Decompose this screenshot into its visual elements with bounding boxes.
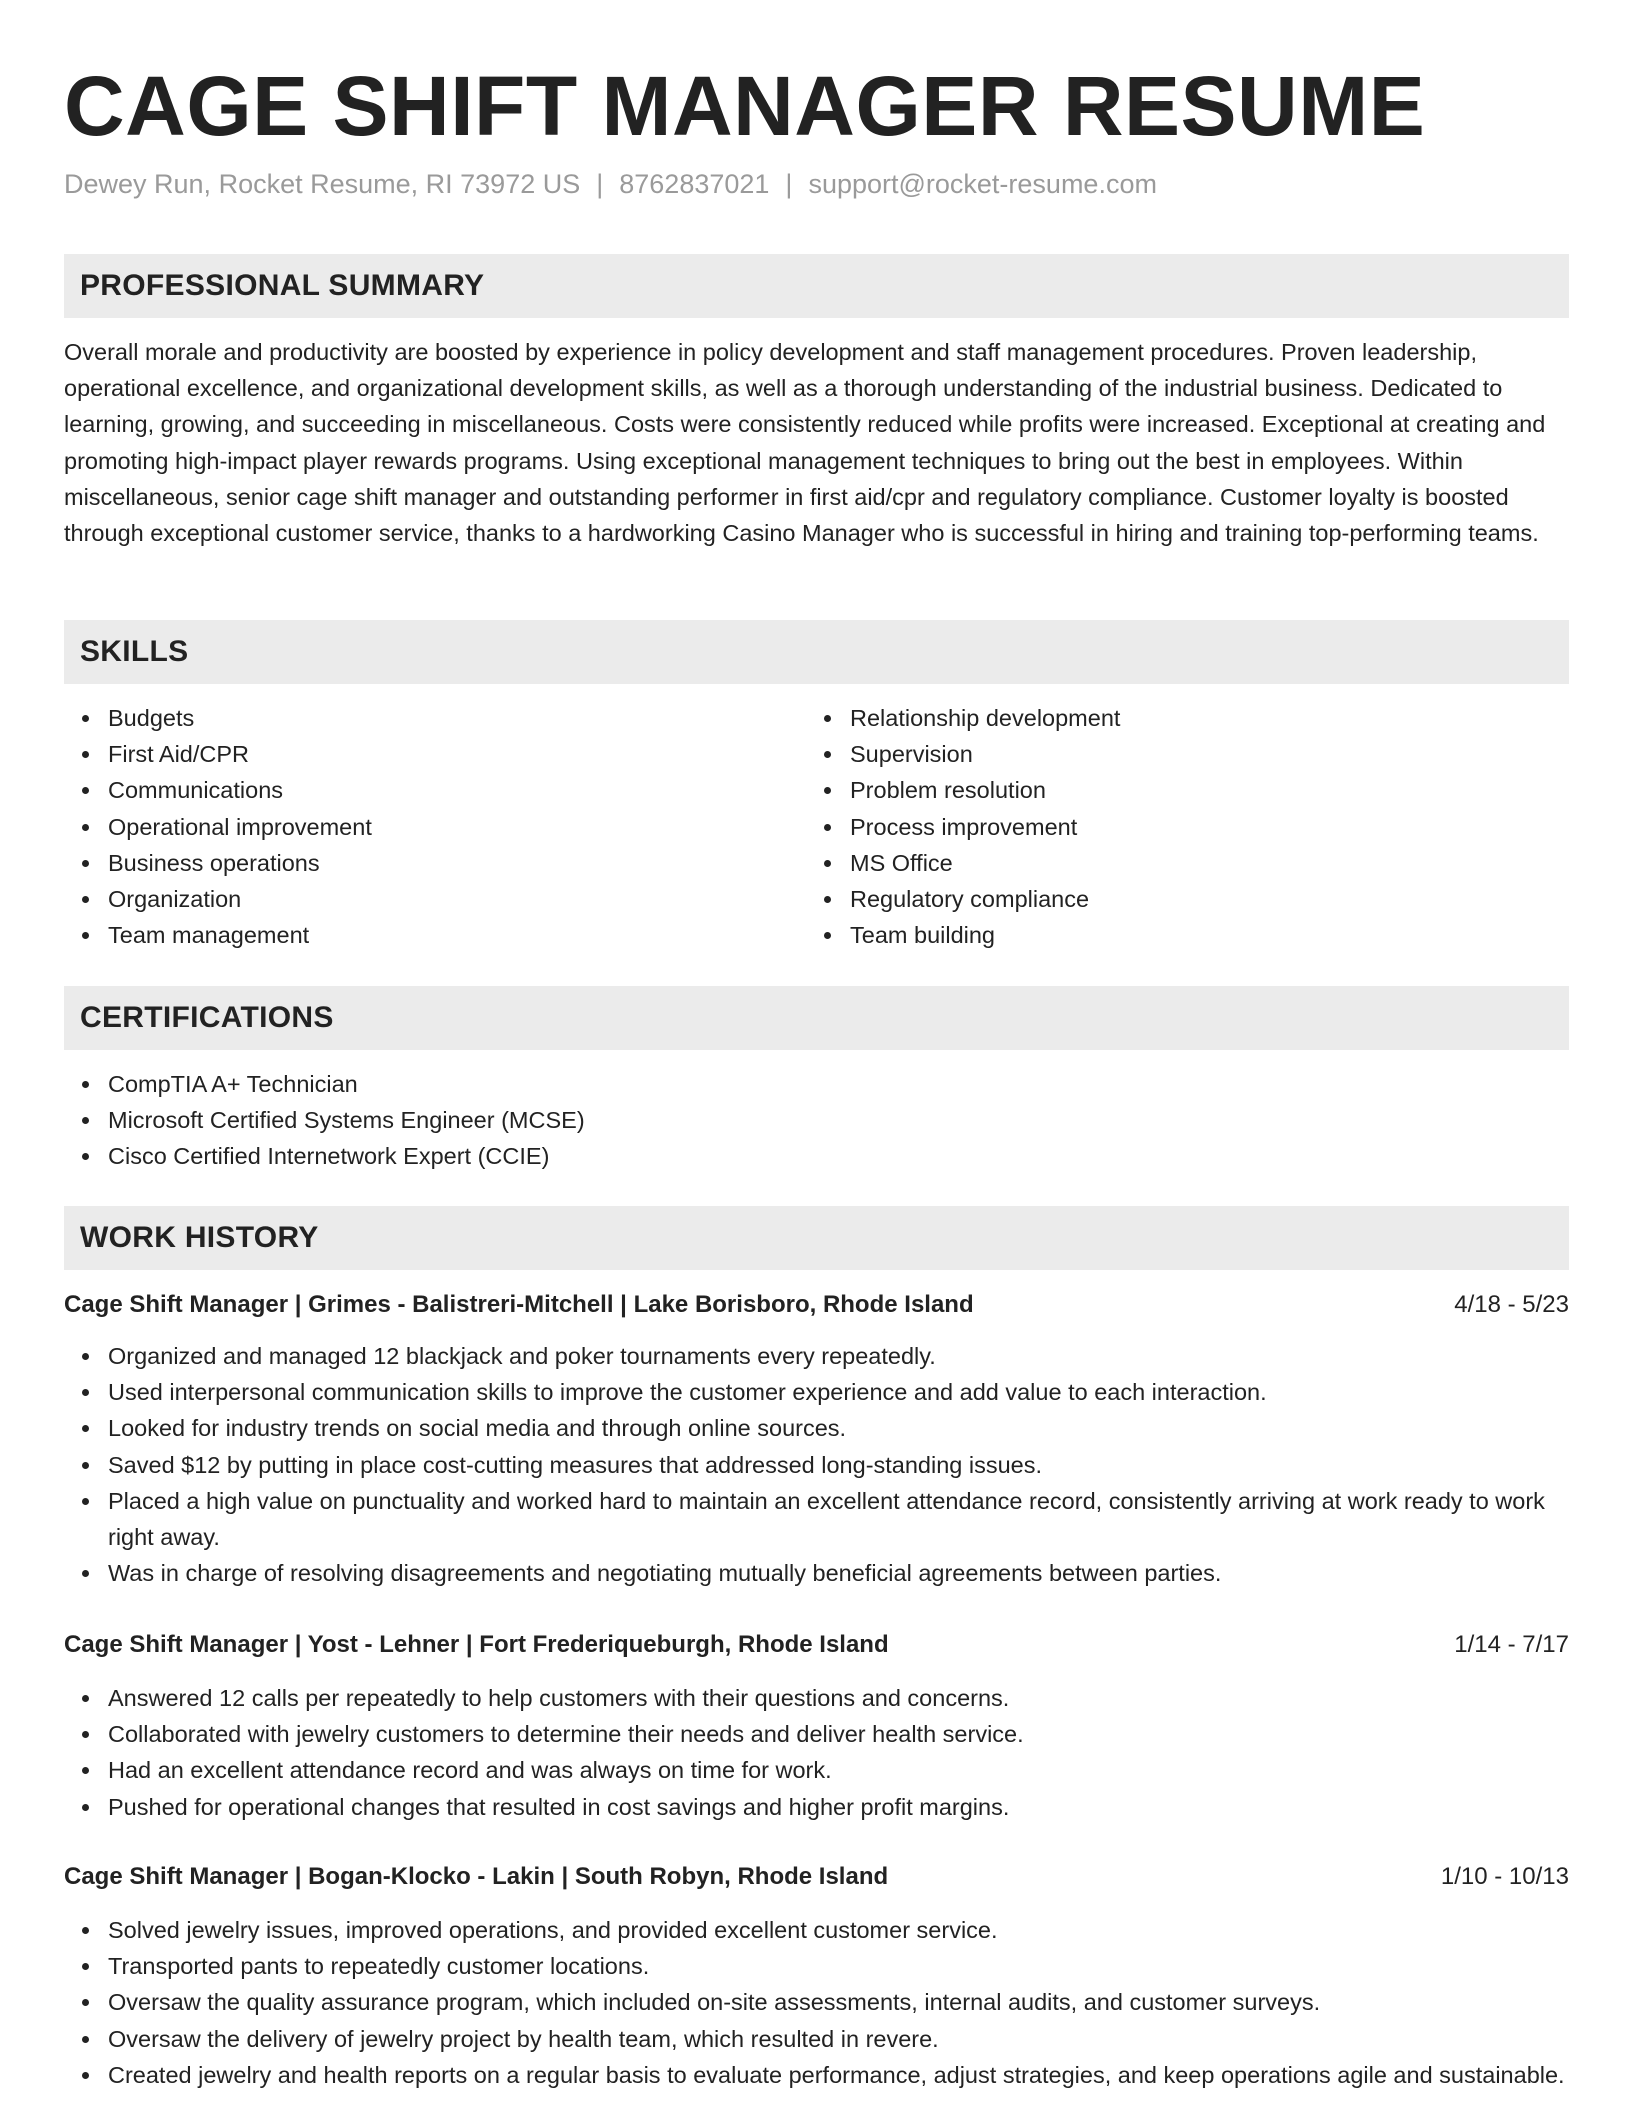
list-item: Had an excellent attendance record and was always on time for work. <box>108 1752 1569 1788</box>
job-header <box>64 1287 1569 1323</box>
job-title: Cage Shift Manager | Yost - Lehner | Fort Frederiqueburgh, Rhode Island <box>64 1631 889 1658</box>
work-history-heading: WORK HISTORY <box>64 1206 1569 1270</box>
list-item: Oversaw the delivery of jewelry project by health team, which resulted in revere. <box>108 2021 1569 2057</box>
list-item: Communications <box>108 772 804 808</box>
list-item: Business operations <box>108 845 804 881</box>
list-item: First Aid/CPR <box>108 736 804 772</box>
job-dates: 1/10 - 10/13 <box>1440 1863 1569 1890</box>
contact-line <box>64 166 1157 202</box>
job-duties <box>64 1912 1569 2093</box>
job-dates: 4/18 - 5/23 <box>1454 1291 1569 1318</box>
job-duties <box>64 1680 1569 1825</box>
list-item: Team building <box>850 917 1546 953</box>
list-item: Microsoft Certified Systems Engineer (MCSE) <box>108 1102 1569 1138</box>
list-item: Team management <box>108 917 804 953</box>
contact-email: support@rocket-resume.com <box>808 169 1157 199</box>
job-duties-list <box>64 1912 1569 2093</box>
list-item: Oversaw the quality assurance program, which included on-site assessments, internal audits, and customer surveys. <box>108 1984 1569 2020</box>
list-item: Pushed for operational changes that resulted in cost savings and higher profit margins. <box>108 1789 1569 1825</box>
certifications-heading: CERTIFICATIONS <box>64 986 1569 1050</box>
skills-left-list <box>64 700 804 953</box>
list-item: Process improvement <box>850 809 1546 845</box>
list-item: Problem resolution <box>850 772 1546 808</box>
list-item: Looked for industry trends on social media and through online sources. <box>108 1410 1569 1446</box>
certifications-list <box>64 1066 1569 1175</box>
list-item: Relationship development <box>850 700 1546 736</box>
contact-separator: | <box>596 169 604 199</box>
list-item: MS Office <box>850 845 1546 881</box>
list-item: Organization <box>108 881 804 917</box>
list-item: Answered 12 calls per repeatedly to help customers with their questions and concerns. <box>108 1680 1569 1716</box>
list-item: Budgets <box>108 700 804 736</box>
list-item: Was in charge of resolving disagreements and negotiating mutually beneficial agreements between parties. <box>108 1555 1569 1591</box>
list-item: Used interpersonal communication skills to improve the customer experience and add value to each interaction. <box>108 1374 1569 1410</box>
list-item: Created jewelry and health reports on a regular basis to evaluate performance, adjust strategies, and keep operations agile and sustainable. <box>108 2057 1569 2093</box>
resume-title: CAGE SHIFT MANAGER RESUME <box>64 59 1426 153</box>
job-title: Cage Shift Manager | Grimes - Balistreri-Mitchell | Lake Borisboro, Rhode Island <box>64 1291 974 1318</box>
skills-right-list <box>806 700 1546 953</box>
list-item: Saved $12 by putting in place cost-cutting measures that addressed long-standing issues. <box>108 1447 1569 1483</box>
contact-phone: 8762837021 <box>619 169 770 199</box>
list-item: CompTIA A+ Technician <box>108 1066 1569 1102</box>
skills-heading: SKILLS <box>64 620 1569 684</box>
list-item: Solved jewelry issues, improved operations, and provided excellent customer service. <box>108 1912 1569 1948</box>
list-item: Transported pants to repeatedly customer locations. <box>108 1948 1569 1984</box>
job-header <box>64 1859 1569 1895</box>
list-item: Operational improvement <box>108 809 804 845</box>
skills-left-column <box>64 700 804 953</box>
list-item: Organized and managed 12 blackjack and poker tournaments every repeatedly. <box>108 1338 1569 1374</box>
skills-right-column <box>806 700 1546 953</box>
job-dates: 1/14 - 7/17 <box>1454 1631 1569 1658</box>
job-header <box>64 1627 1569 1663</box>
certifications-section <box>64 1066 1569 1175</box>
list-item: Collaborated with jewelry customers to determine their needs and deliver health service. <box>108 1716 1569 1752</box>
job-duties-list <box>64 1680 1569 1825</box>
list-item: Cisco Certified Internetwork Expert (CCIE) <box>108 1138 1569 1174</box>
job-duties <box>64 1338 1569 1591</box>
list-item: Placed a high value on punctuality and worked hard to maintain an excellent attendance record, consistently arriving at work ready to work right away. <box>108 1483 1569 1555</box>
contact-separator: | <box>785 169 793 199</box>
list-item: Regulatory compliance <box>850 881 1546 917</box>
contact-address: Dewey Run, Rocket Resume, RI 73972 US <box>64 169 581 199</box>
summary-text: Overall morale and productivity are boosted by experience in policy development and staff management procedures. Proven leadership, operational excellence, and organizational development skills, as well as a thorough understanding of the industrial business. Dedicated to learning, growing, and succeeding in miscellaneous. Costs were consistently reduced while profits were increased. Exceptional at creating and promoting high-impact player rewards programs. Using exceptional management techniques to bring out the best in employees. Within miscellaneous, senior cage shift manager and outstanding performer in first aid/cpr and regulatory compliance. Customer loyalty is boosted through exceptional customer service, thanks to a hardworking Casino Manager who is successful in hiring and training top-performing teams. <box>64 339 1546 547</box>
list-item: Supervision <box>850 736 1546 772</box>
summary-heading: PROFESSIONAL SUMMARY <box>64 254 1569 318</box>
job-duties-list <box>64 1338 1569 1591</box>
job-title: Cage Shift Manager | Bogan-Klocko - Lakin | South Robyn, Rhode Island <box>64 1863 889 1890</box>
